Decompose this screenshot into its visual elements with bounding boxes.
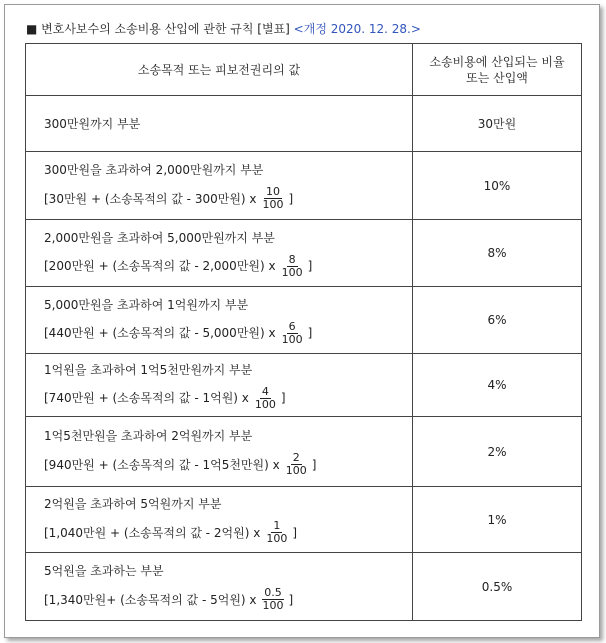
row-range: 5억원을 초과하는 부분 — [44, 564, 164, 578]
header-value: 소송목적 또는 피보전권리의 값 — [26, 44, 413, 96]
row-formula — [44, 321, 412, 346]
row-formula — [44, 254, 412, 279]
fraction — [261, 587, 286, 612]
formula-text: [1,040만원 + (소송목적의 값 - 2억원) x — [44, 525, 261, 540]
row-range: 300만원까지 부분 — [44, 116, 141, 131]
fraction-numerator: 6 — [288, 319, 296, 333]
fraction-denominator: 100 — [262, 198, 284, 211]
table-row — [26, 96, 582, 152]
fraction-denominator: 100 — [281, 265, 303, 279]
row-range: 300만원을 초과하여 2,000만원까지 부분 — [44, 163, 264, 177]
row-range: 5,000만원을 초과하여 1억원까지 부분 — [44, 297, 249, 312]
fraction-numerator: 10 — [266, 185, 281, 198]
bracket-close: ] — [288, 592, 294, 607]
table-row — [26, 354, 582, 417]
document-title — [26, 20, 421, 38]
fraction-numerator: 1 — [273, 519, 281, 532]
row-formula — [44, 452, 412, 477]
row-range: 1억원을 초과하여 1억5천만원까지 부분 — [44, 362, 253, 377]
fee-table — [25, 43, 582, 621]
row-amount: 2% — [413, 417, 582, 487]
row-formula — [44, 520, 412, 545]
formula-text: [740만원 + (소송목적의 값 - 1억원) x — [44, 391, 249, 405]
fraction-numerator: 0.5 — [264, 586, 282, 599]
row-amount: 6% — [413, 287, 582, 354]
formula-text: [440만원 + (소송목적의 값 - 5,000만원) x — [44, 326, 276, 340]
formula-text: [200만원 + (소송목적의 값 - 2,000만원) x — [44, 259, 276, 273]
fraction-numerator: 4 — [261, 384, 269, 398]
bracket-close: ] — [288, 191, 294, 206]
formula-text: [940만원 + (소송목적의 값 - 1억5천만원) x — [44, 457, 280, 472]
row-amount: 30만원 — [413, 96, 582, 152]
bracket-close: ] — [292, 525, 298, 540]
revision-note: <개정 2020. 12. 28.> — [293, 22, 421, 36]
table-row — [26, 287, 582, 354]
bracket-close: ] — [307, 326, 313, 340]
row-formula — [44, 186, 412, 211]
title-text: ■ 변호사보수의 소송비용 산입에 관한 규칙 [별표] — [26, 22, 290, 36]
row-formula — [44, 386, 412, 411]
row-amount: 8% — [413, 220, 582, 287]
fraction — [280, 321, 305, 346]
row-range: 1억5천만원을 초과하여 2억원까지 부분 — [44, 429, 253, 443]
row-amount: 1% — [413, 487, 582, 553]
fraction — [253, 386, 278, 411]
bracket-close: ] — [280, 391, 286, 405]
row-amount: 0.5% — [413, 553, 582, 621]
formula-text: [30만원 + (소송목적의 값 - 300만원) x — [44, 191, 257, 206]
formula-text: [1,340만원+ (소송목적의 값 - 5억원) x — [44, 592, 257, 607]
fraction — [280, 254, 305, 279]
header-row — [26, 44, 582, 96]
table-row — [26, 220, 582, 287]
row-range: 2,000만원을 초과하여 5,000만원까지 부분 — [44, 230, 275, 245]
fraction-numerator: 2 — [292, 451, 300, 464]
fraction-numerator: 8 — [288, 252, 296, 266]
fraction-denominator: 100 — [262, 599, 284, 612]
row-amount: 4% — [413, 354, 582, 417]
bracket-close: ] — [311, 457, 317, 472]
table-row — [26, 152, 582, 220]
bracket-close: ] — [307, 259, 313, 273]
row-amount: 10% — [413, 152, 582, 220]
fraction-denominator: 100 — [266, 532, 288, 545]
fraction-denominator: 100 — [285, 464, 307, 477]
header-rate: 소송비용에 산입되는 비율 또는 산입액 — [413, 44, 582, 96]
table-row — [26, 417, 582, 487]
fraction-denominator: 100 — [254, 397, 276, 411]
table-row — [26, 553, 582, 621]
fraction — [284, 452, 309, 477]
fraction-denominator: 100 — [281, 332, 303, 346]
row-formula — [44, 587, 412, 612]
fraction — [261, 186, 286, 211]
row-range: 2억원을 초과하여 5억원까지 부분 — [44, 497, 222, 511]
fraction — [264, 520, 289, 545]
table-row — [26, 487, 582, 553]
